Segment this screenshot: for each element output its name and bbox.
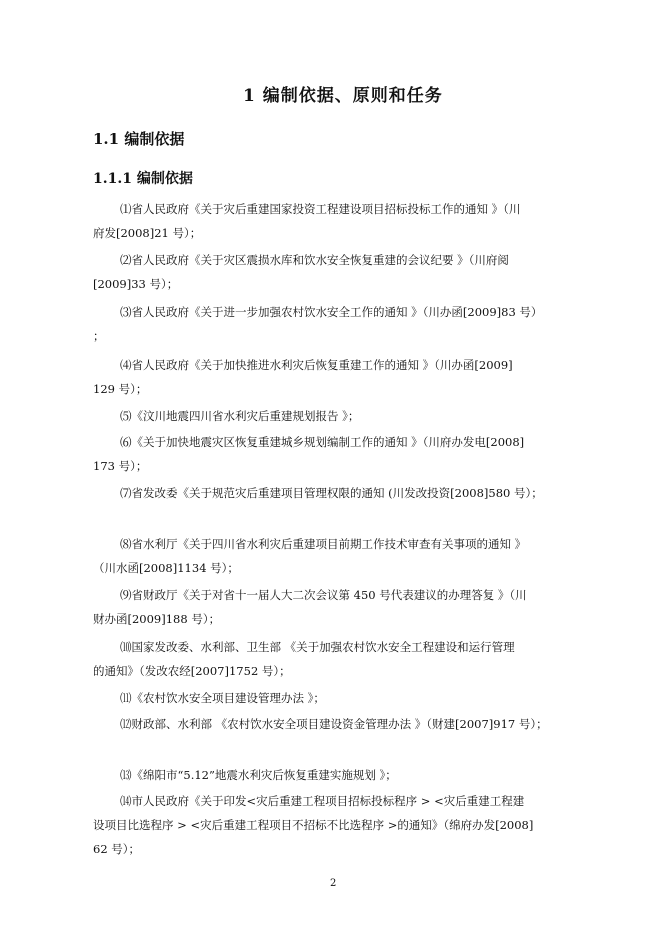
item-7: ⑺省发改委《关于规范灾后重建项目管理权限的通知 (川发改投资[2008]580 号）； xyxy=(120,486,543,500)
item-14-line-1: ⒁市人民政府《关于印发<灾后重建工程项目招标投标程序 > <灾后重建工程建 xyxy=(120,794,525,808)
page-number: 2 xyxy=(330,878,337,889)
subsection-heading: 1.1.1 编制依据 xyxy=(93,171,193,187)
item-2-line-1: ⑵省人民政府《关于灾区震损水库和饮水安全恢复重建的会议纪要 》（川府阅 xyxy=(120,253,509,267)
item-11: ⑾《农村饮水安全项目建设管理办法 》； xyxy=(120,691,325,705)
item-14-line-3: 62 号）； xyxy=(93,842,141,856)
item-1-line-2: 府发[2008]21 号）； xyxy=(93,226,202,240)
item-10-line-2: 的通知》（发改农经[2007]1752 号）； xyxy=(93,664,291,678)
item-14-line-2: 设项目比选程序 > <灾后重建工程项目不招标不比选程序 >的通知》（绵府办发[2008] xyxy=(93,818,534,832)
item-2-line-2: [2009]33 号）； xyxy=(93,277,179,291)
item-5: ⑸《汶川地震四川省水利灾后重建规划报告 》； xyxy=(120,409,360,423)
item-12: ⑿财政部、水利部 《农村饮水安全项目建设资金管理办法 》（财建[2007]917 号）； xyxy=(120,717,548,731)
item-10-line-1: ⑽国家发改委、水利部、卫生部 《关于加强农村饮水安全工程建设和运行管理 xyxy=(120,640,515,654)
item-4-line-1: ⑷省人民政府《关于加快推进水利灾后恢复重建工作的通知 》（川办函[2009] xyxy=(120,358,513,372)
item-6-line-2: 173 号）； xyxy=(93,459,148,473)
chapter-title: 1 编制依据、原则和任务 xyxy=(243,86,443,106)
item-1-line-1: ⑴省人民政府《关于灾后重建国家投资工程建设项目招标投标工作的通知 》（川 xyxy=(120,202,521,216)
item-3-line-2: ； xyxy=(93,329,105,343)
item-8-line-1: ⑻省水利厅《关于四川省水利灾后重建项目前期工作技术审查有关事项的通知 》 xyxy=(120,537,527,551)
item-8-line-2: （川水函[2008]1134 号）； xyxy=(93,561,239,575)
section-heading: 1.1 编制依据 xyxy=(93,130,185,148)
item-9-line-2: 财办函[2009]188 号）； xyxy=(93,612,221,626)
item-13: ⒀《绵阳市“5.12”地震水利灾后恢复重建实施规划 》； xyxy=(120,768,397,782)
item-9-line-1: ⑼省财政厅《关于对省十一届人大二次会议第 450 号代表建议的办理答复 》（川 xyxy=(120,588,527,602)
item-6-line-1: ⑹《关于加快地震灾区恢复重建城乡规划编制工作的通知 》（川府办发电[2008] xyxy=(120,435,525,449)
item-4-line-2: 129 号）； xyxy=(93,382,148,396)
item-3-line-1: ⑶省人民政府《关于进一步加强农村饮水安全工作的通知 》（川办函[2009]83 号） xyxy=(120,305,543,319)
